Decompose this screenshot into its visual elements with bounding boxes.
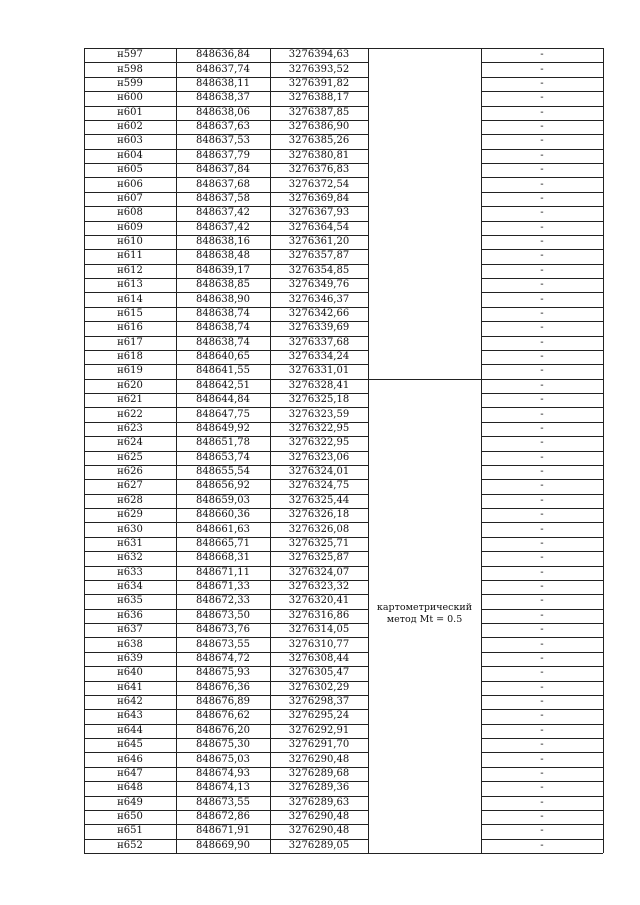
x-coordinate-cell: 848668,31 [195, 552, 251, 564]
dash-cell: - [540, 121, 544, 133]
y-coordinate-cell: 3276328,41 [288, 379, 350, 391]
dash-cell: - [540, 408, 544, 420]
point-id-cell: н623 [117, 422, 143, 434]
dash-cell: - [540, 451, 544, 463]
y-coordinate-cell: 3276323,06 [288, 451, 350, 463]
point-id-cell: н624 [117, 437, 143, 449]
dash-cell: - [540, 236, 544, 248]
y-coordinate-cell: 3276305,47 [288, 667, 350, 679]
dash-cell: - [540, 753, 544, 765]
x-coordinate-cell: 848676,89 [195, 696, 251, 708]
point-id-cell: н644 [117, 724, 143, 736]
dash-cell: - [540, 106, 544, 118]
point-id-cell: н651 [117, 825, 143, 837]
point-id-cell: н647 [117, 767, 143, 779]
x-coordinate-cell: 848672,33 [195, 595, 251, 607]
x-coordinate-cell: 848676,20 [195, 724, 251, 736]
x-coordinate-cell: 848671,91 [195, 825, 251, 837]
x-coordinate-cell: 848647,75 [195, 408, 251, 420]
x-coordinate-cell: 848675,93 [195, 667, 251, 679]
point-id-cell: н611 [117, 250, 143, 262]
point-id-cell: н617 [117, 336, 143, 348]
y-coordinate-cell: 3276308,44 [288, 652, 350, 664]
y-coordinate-cell: 3276316,86 [288, 609, 350, 621]
point-id-cell: н636 [117, 609, 143, 621]
dash-cell: - [540, 696, 544, 708]
y-coordinate-cell: 3276290,48 [288, 825, 350, 837]
x-coordinate-cell: 848673,50 [195, 609, 251, 621]
point-id-cell: н621 [117, 394, 143, 406]
point-id-cell: н643 [117, 710, 143, 722]
x-coordinate-cell: 848638,74 [195, 322, 251, 334]
x-coordinate-cell: 848637,74 [195, 63, 251, 75]
x-coordinate-cell: 848656,92 [195, 480, 251, 492]
x-coordinate-cell: 848673,55 [195, 638, 251, 650]
x-coordinate-cell: 848674,93 [195, 767, 251, 779]
y-coordinate-cell: 3276334,24 [288, 351, 350, 363]
dash-cell: - [540, 681, 544, 693]
x-coordinate-cell: 848676,62 [195, 710, 251, 722]
method-line-1: картометрический [376, 602, 473, 613]
y-coordinate-cell: 3276325,87 [288, 552, 350, 564]
dash-cell: - [540, 264, 544, 276]
point-id-cell: н645 [117, 739, 143, 751]
x-coordinate-cell: 848642,51 [195, 379, 251, 391]
dash-cell: - [540, 767, 544, 779]
y-coordinate-cell: 3276322,95 [288, 422, 350, 434]
dash-cell: - [540, 279, 544, 291]
dash-cell: - [540, 581, 544, 593]
dash-cell: - [540, 739, 544, 751]
y-coordinate-cell: 3276325,18 [288, 394, 350, 406]
point-id-cell: н627 [117, 480, 143, 492]
x-coordinate-cell: 848661,63 [195, 523, 251, 535]
dash-cell: - [540, 839, 544, 851]
method-note [368, 602, 481, 626]
dash-cell: - [540, 667, 544, 679]
point-id-cell: н631 [117, 537, 143, 549]
point-id-cell: н600 [117, 92, 143, 104]
y-coordinate-cell: 3276314,05 [288, 624, 350, 636]
y-coordinate-cell: 3276339,69 [288, 322, 350, 334]
x-coordinate-cell: 848639,17 [195, 264, 251, 276]
x-coordinate-cell: 848641,55 [195, 365, 251, 377]
y-coordinate-cell: 3276323,59 [288, 408, 350, 420]
dash-cell: - [540, 782, 544, 794]
y-coordinate-cell: 3276386,90 [288, 121, 350, 133]
x-coordinate-cell: 848638,90 [195, 293, 251, 305]
dash-cell: - [540, 293, 544, 305]
y-coordinate-cell: 3276361,20 [288, 236, 350, 248]
x-coordinate-cell: 848638,06 [195, 106, 251, 118]
x-coordinate-cell: 848637,68 [195, 178, 251, 190]
x-coordinate-cell: 848637,42 [195, 221, 251, 233]
y-coordinate-cell: 3276290,48 [288, 753, 350, 765]
y-coordinate-cell: 3276388,17 [288, 92, 350, 104]
dash-cell: - [540, 379, 544, 391]
point-id-cell: н630 [117, 523, 143, 535]
dash-cell: - [540, 652, 544, 664]
point-id-cell: н640 [117, 667, 143, 679]
point-id-cell: н612 [117, 264, 143, 276]
dash-cell: - [540, 178, 544, 190]
y-coordinate-cell: 3276289,05 [288, 839, 350, 851]
x-coordinate-cell: 848638,11 [195, 77, 251, 89]
method-line-2: метод Mt = 0.5 [386, 614, 463, 625]
point-id-cell: н650 [117, 811, 143, 823]
x-coordinate-cell: 848660,36 [195, 509, 251, 521]
y-coordinate-cell: 3276346,37 [288, 293, 350, 305]
y-coordinate-cell: 3276289,63 [288, 796, 350, 808]
dash-cell: - [540, 624, 544, 636]
dash-cell: - [540, 609, 544, 621]
point-id-cell: н599 [117, 77, 143, 89]
point-id-cell: н625 [117, 451, 143, 463]
point-id-cell: н616 [117, 322, 143, 334]
point-id-cell: н641 [117, 681, 143, 693]
dash-cell: - [540, 307, 544, 319]
y-coordinate-cell: 3276376,83 [288, 164, 350, 176]
point-id-cell: н620 [117, 379, 143, 391]
y-coordinate-cell: 3276364,54 [288, 221, 350, 233]
x-coordinate-cell: 848638,37 [195, 92, 251, 104]
y-coordinate-cell: 3276385,26 [288, 135, 350, 147]
row-border [84, 853, 368, 854]
y-coordinate-cell: 3276337,68 [288, 336, 350, 348]
point-id-cell: н629 [117, 509, 143, 521]
y-coordinate-cell: 3276342,66 [288, 307, 350, 319]
x-coordinate-cell: 848638,74 [195, 307, 251, 319]
y-coordinate-cell: 3276354,85 [288, 264, 350, 276]
y-coordinate-cell: 3276302,29 [288, 681, 350, 693]
x-coordinate-cell: 848637,42 [195, 207, 251, 219]
x-coordinate-cell: 848676,36 [195, 681, 251, 693]
x-coordinate-cell: 848659,03 [195, 494, 251, 506]
x-coordinate-cell: 848672,86 [195, 811, 251, 823]
x-coordinate-cell: 848640,65 [195, 351, 251, 363]
dash-cell: - [540, 365, 544, 377]
x-coordinate-cell: 848637,79 [195, 149, 251, 161]
point-id-cell: н646 [117, 753, 143, 765]
point-id-cell: н598 [117, 63, 143, 75]
point-id-cell: н614 [117, 293, 143, 305]
y-coordinate-cell: 3276289,68 [288, 767, 350, 779]
dash-cell: - [540, 638, 544, 650]
dash-cell: - [540, 710, 544, 722]
dash-cell: - [540, 192, 544, 204]
point-id-cell: н648 [117, 782, 143, 794]
y-coordinate-cell: 3276326,18 [288, 509, 350, 521]
dash-cell: - [540, 351, 544, 363]
point-id-cell: н633 [117, 566, 143, 578]
column-border [368, 48, 369, 853]
point-id-cell: н635 [117, 595, 143, 607]
point-id-cell: н649 [117, 796, 143, 808]
row-border [481, 853, 603, 854]
merged-cell-border [368, 853, 481, 854]
y-coordinate-cell: 3276324,01 [288, 466, 350, 478]
dash-cell: - [540, 523, 544, 535]
y-coordinate-cell: 3276310,77 [288, 638, 350, 650]
dash-cell: - [540, 164, 544, 176]
x-coordinate-cell: 848649,92 [195, 422, 251, 434]
point-id-cell: н639 [117, 652, 143, 664]
y-coordinate-cell: 3276320,41 [288, 595, 350, 607]
x-coordinate-cell: 848637,84 [195, 164, 251, 176]
y-coordinate-cell: 3276367,93 [288, 207, 350, 219]
dash-cell: - [540, 724, 544, 736]
dash-cell: - [540, 825, 544, 837]
x-coordinate-cell: 848638,85 [195, 279, 251, 291]
point-id-cell: н632 [117, 552, 143, 564]
point-id-cell: н601 [117, 106, 143, 118]
y-coordinate-cell: 3276289,36 [288, 782, 350, 794]
y-coordinate-cell: 3276394,63 [288, 49, 350, 61]
y-coordinate-cell: 3276331,01 [288, 365, 350, 377]
x-coordinate-cell: 848673,55 [195, 796, 251, 808]
column-border [603, 48, 604, 853]
x-coordinate-cell: 848673,76 [195, 624, 251, 636]
y-coordinate-cell: 3276372,54 [288, 178, 350, 190]
x-coordinate-cell: 848675,30 [195, 739, 251, 751]
x-coordinate-cell: 848674,13 [195, 782, 251, 794]
point-id-cell: н613 [117, 279, 143, 291]
point-id-cell: н604 [117, 149, 143, 161]
point-id-cell: н597 [117, 49, 143, 61]
point-id-cell: н622 [117, 408, 143, 420]
dash-cell: - [540, 92, 544, 104]
dash-cell: - [540, 595, 544, 607]
dash-cell: - [540, 221, 544, 233]
dash-cell: - [540, 135, 544, 147]
y-coordinate-cell: 3276292,91 [288, 724, 350, 736]
dash-cell: - [540, 509, 544, 521]
y-coordinate-cell: 3276391,82 [288, 77, 350, 89]
dash-cell: - [540, 796, 544, 808]
dash-cell: - [540, 494, 544, 506]
x-coordinate-cell: 848675,03 [195, 753, 251, 765]
point-id-cell: н619 [117, 365, 143, 377]
y-coordinate-cell: 3276349,76 [288, 279, 350, 291]
point-id-cell: н618 [117, 351, 143, 363]
y-coordinate-cell: 3276357,87 [288, 250, 350, 262]
x-coordinate-cell: 848669,90 [195, 839, 251, 851]
dash-cell: - [540, 537, 544, 549]
point-id-cell: н615 [117, 307, 143, 319]
point-id-cell: н605 [117, 164, 143, 176]
x-coordinate-cell: 848637,58 [195, 192, 251, 204]
x-coordinate-cell: 848638,48 [195, 250, 251, 262]
point-id-cell: н626 [117, 466, 143, 478]
dash-cell: - [540, 437, 544, 449]
y-coordinate-cell: 3276380,81 [288, 149, 350, 161]
point-id-cell: н608 [117, 207, 143, 219]
point-id-cell: н602 [117, 121, 143, 133]
x-coordinate-cell: 848638,16 [195, 236, 251, 248]
point-id-cell: н638 [117, 638, 143, 650]
dash-cell: - [540, 566, 544, 578]
point-id-cell: н609 [117, 221, 143, 233]
dash-cell: - [540, 394, 544, 406]
dash-cell: - [540, 466, 544, 478]
x-coordinate-cell: 848644,84 [195, 394, 251, 406]
y-coordinate-cell: 3276325,44 [288, 494, 350, 506]
dash-cell: - [540, 552, 544, 564]
point-id-cell: н610 [117, 236, 143, 248]
point-id-cell: н607 [117, 192, 143, 204]
point-id-cell: н606 [117, 178, 143, 190]
x-coordinate-cell: 848638,74 [195, 336, 251, 348]
y-coordinate-cell: 3276324,07 [288, 566, 350, 578]
dash-cell: - [540, 322, 544, 334]
x-coordinate-cell: 848674,72 [195, 652, 251, 664]
merged-cell-divider [368, 379, 481, 380]
y-coordinate-cell: 3276298,37 [288, 696, 350, 708]
x-coordinate-cell: 848651,78 [195, 437, 251, 449]
x-coordinate-cell: 848637,63 [195, 121, 251, 133]
y-coordinate-cell: 3276325,71 [288, 537, 350, 549]
y-coordinate-cell: 3276393,52 [288, 63, 350, 75]
dash-cell: - [540, 811, 544, 823]
y-coordinate-cell: 3276369,84 [288, 192, 350, 204]
point-id-cell: н634 [117, 581, 143, 593]
x-coordinate-cell: 848671,33 [195, 581, 251, 593]
x-coordinate-cell: 848655,54 [195, 466, 251, 478]
point-id-cell: н603 [117, 135, 143, 147]
x-coordinate-cell: 848653,74 [195, 451, 251, 463]
x-coordinate-cell: 848671,11 [195, 566, 251, 578]
y-coordinate-cell: 3276326,08 [288, 523, 350, 535]
y-coordinate-cell: 3276291,70 [288, 739, 350, 751]
point-id-cell: н642 [117, 696, 143, 708]
y-coordinate-cell: 3276324,75 [288, 480, 350, 492]
point-id-cell: н637 [117, 624, 143, 636]
x-coordinate-cell: 848665,71 [195, 537, 251, 549]
dash-cell: - [540, 422, 544, 434]
dash-cell: - [540, 336, 544, 348]
dash-cell: - [540, 250, 544, 262]
y-coordinate-cell: 3276290,48 [288, 811, 350, 823]
y-coordinate-cell: 3276322,95 [288, 437, 350, 449]
x-coordinate-cell: 848637,53 [195, 135, 251, 147]
y-coordinate-cell: 3276323,32 [288, 581, 350, 593]
point-id-cell: н628 [117, 494, 143, 506]
y-coordinate-cell: 3276387,85 [288, 106, 350, 118]
dash-cell: - [540, 77, 544, 89]
y-coordinate-cell: 3276295,24 [288, 710, 350, 722]
dash-cell: - [540, 63, 544, 75]
dash-cell: - [540, 207, 544, 219]
dash-cell: - [540, 480, 544, 492]
merged-cell-border [368, 48, 481, 49]
x-coordinate-cell: 848636,84 [195, 49, 251, 61]
dash-cell: - [540, 149, 544, 161]
dash-cell: - [540, 49, 544, 61]
point-id-cell: н652 [117, 839, 143, 851]
